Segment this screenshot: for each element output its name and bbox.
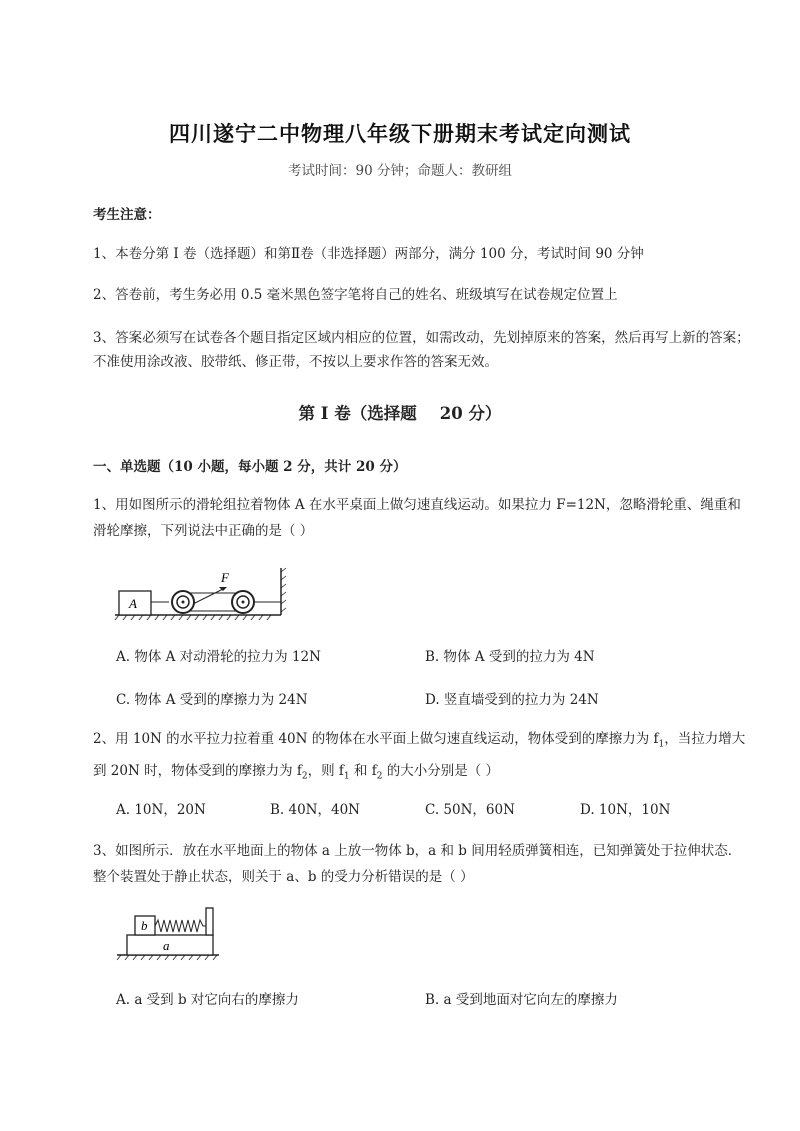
- q2-option-a[interactable]: A. 10N，20N: [116, 802, 206, 818]
- exam-info: 考试时间：90 分钟；命题人：教研组: [288, 163, 512, 179]
- block-a-label: a: [163, 938, 170, 953]
- q3-option-a[interactable]: A. a 受到 b 对它向右的摩擦力: [116, 992, 299, 1008]
- wall: [281, 568, 286, 615]
- q1-option-b[interactable]: B. 物体 A 受到的拉力为 4N: [425, 649, 595, 665]
- movable-pulley: [172, 591, 194, 613]
- q2-sub-4: 2: [376, 771, 383, 782]
- q2-text-5: 的大小分别是（ ）: [382, 762, 500, 779]
- rope: [151, 588, 281, 611]
- q2-text-4: 和 f: [349, 762, 377, 779]
- spring-figure: [113, 904, 223, 968]
- note-item-2: 2、答卷前，考生务必用 0.5 毫米黑色签字笔将自己的姓名、班级填写在试卷规定位置上: [93, 287, 618, 303]
- q1-option-a[interactable]: A. 物体 A 对动滑轮的拉力为 12N: [116, 649, 321, 665]
- note-item-3: 3、答案必须写在试卷各个题目指定区域内相应的位置，如需改动，先划掉原来的答案，然后再写上新的答案；不准使用涂改液、胶带纸、修正带，不按以上要求作答的答案无效。: [93, 330, 750, 370]
- q2-option-c[interactable]: C. 50N，60N: [425, 802, 515, 818]
- question-3-text: 3、如图所示．放在水平地面上的物体 a 上放一物体 b，a 和 b 间用轻质弹簧相连，已知弹簧处于拉伸状态．整个装置处于静止状态，则关于 a、b 的受力分析错误的是（ ）: [93, 843, 742, 885]
- q1-option-c[interactable]: C. 物体 A 受到的摩擦力为 24N: [116, 692, 308, 708]
- block-a-label: A: [129, 596, 137, 611]
- q2-sub-2: 2: [301, 771, 308, 782]
- q2-text-3: ，则 f: [307, 762, 344, 779]
- note-item-1: 1、本卷分第 I 卷（选择题）和第Ⅱ卷（非选择题）两部分，满分 100 分，考试时间 90 分钟: [93, 246, 644, 262]
- ground-line: [117, 955, 219, 960]
- force-label: F: [221, 570, 229, 585]
- q2-option-b[interactable]: B. 40N，40N: [270, 802, 360, 818]
- section-title: 第 I 卷（选择题 20 分）: [298, 404, 502, 423]
- fixed-pulley: [232, 591, 254, 613]
- block-b-label: b: [141, 918, 148, 933]
- q2-option-d[interactable]: D. 10N，10N: [580, 802, 671, 818]
- q2-sub-1: 1: [658, 739, 665, 750]
- notes-heading: 考生注意：: [93, 207, 161, 223]
- q2-sub-3: 1: [343, 771, 350, 782]
- q3-option-b[interactable]: B. a 受到地面对它向左的摩擦力: [425, 992, 618, 1008]
- question-2-text: [93, 726, 753, 789]
- part-heading: 一、单选题（10 小题，每小题 2 分，共计 20 分）: [93, 459, 407, 475]
- ground-line: [115, 615, 281, 620]
- block-a: [127, 935, 213, 955]
- post: [206, 908, 213, 935]
- page-title: 四川遂宁二中物理八年级下册期末考试定向测试: [169, 121, 631, 146]
- pulley-figure: [113, 566, 293, 622]
- question-1-text: 1、用如图所示的滑轮组拉着物体 A 在水平桌面上做匀速直线运动。如果拉力 F=12N，忽略滑轮重、绳重和滑轮摩擦，下列说法中正确的是（ ）: [93, 497, 741, 539]
- q1-option-d[interactable]: D. 竖直墙受到的拉力为 24N: [425, 692, 599, 708]
- q2-text-2: ，当拉力增大到 20N 时，物体受到的摩擦力为 f: [93, 731, 746, 779]
- spring: [155, 920, 206, 932]
- q2-text-1: 2、用 10N 的水平拉力拉着重 40N 的物体在水平面上做匀速直线运动，物体受到的摩擦力为 f: [93, 731, 659, 747]
